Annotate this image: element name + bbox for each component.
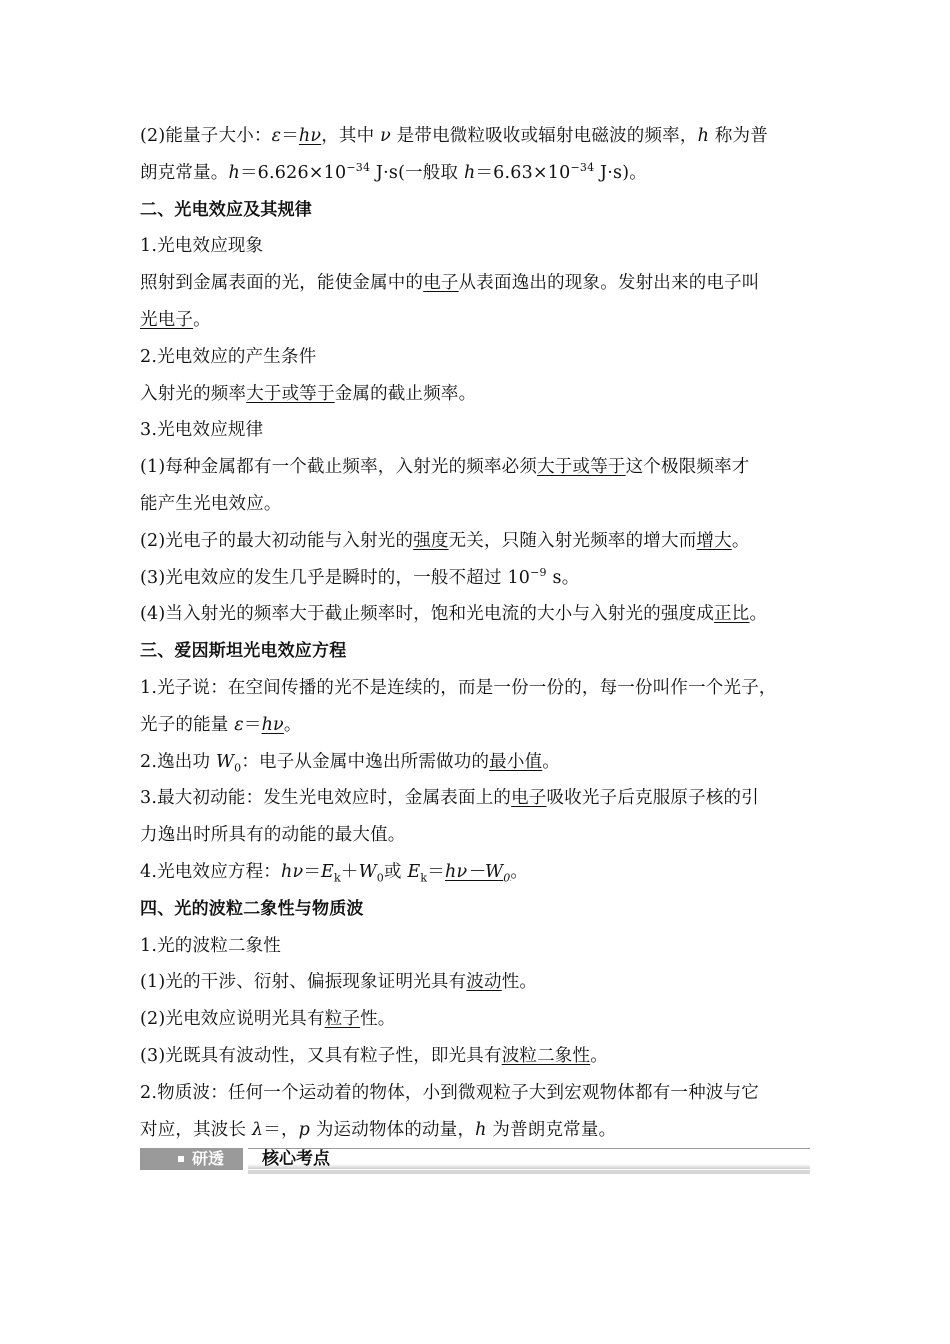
text-run: (2)光电子的最大初动能与入射光的 xyxy=(140,530,414,551)
text-run: 光子的能量 xyxy=(140,714,235,735)
text-line xyxy=(140,449,812,486)
text-run: 这个极限频率才 xyxy=(625,457,750,478)
blank-answer: 电子 xyxy=(511,788,547,809)
text-line xyxy=(140,1038,812,1075)
text-run: 照射到金属表面的光，能使金属中的 xyxy=(140,273,424,294)
text-line xyxy=(140,707,812,744)
section-banner xyxy=(140,1146,810,1174)
text-line xyxy=(140,1001,812,1038)
banner-underline xyxy=(248,1170,810,1174)
text-run: 性。 xyxy=(501,972,538,993)
section-heading: 三、爱因斯坦光电效应方程 xyxy=(140,641,347,662)
text-line xyxy=(140,596,812,633)
text-line: 力逸出时所具有的动能的最大值。 xyxy=(140,825,406,846)
blank-answer: 电子 xyxy=(423,273,459,294)
blank-answer: 最小值 xyxy=(489,751,543,772)
section-heading: 二、光电效应及其规律 xyxy=(140,199,312,220)
text-run: (3)光既具有波动性，又具有粒子性，即光具有 xyxy=(140,1045,502,1066)
text-line: 2.物质波：任何一个运动着的物体，小到微观粒子大到宏观物体都有一种波与它 xyxy=(140,1082,759,1103)
text-run: (2)能量子大小： xyxy=(140,126,272,146)
banner-title: 核心考点 xyxy=(262,1149,330,1169)
text-run: 入射光的频率 xyxy=(140,383,247,404)
text-run: ＝ xyxy=(281,126,299,146)
text-line xyxy=(140,265,812,302)
text-run: s。 xyxy=(546,567,580,588)
text-run: ＝ xyxy=(427,861,445,882)
blank-answer: 粒子 xyxy=(324,1009,361,1030)
text-run: 称为普 xyxy=(709,126,768,146)
subscript: 0 xyxy=(376,871,384,885)
text-run: 吸收光子后克服原子核的引 xyxy=(546,788,759,809)
text-run: (3)光电效应的发生几乎是瞬时的，一般不超过 10 xyxy=(140,567,531,588)
text-line xyxy=(140,854,812,891)
text-line xyxy=(140,744,812,781)
blank-answer: 正比 xyxy=(714,604,750,625)
text-run: J·s(一般取 xyxy=(370,162,464,183)
text-run: ：电子从金属中逸出所需做功的 xyxy=(241,751,490,772)
symbol-h: h xyxy=(475,1119,487,1140)
symbol-E: E xyxy=(407,861,421,882)
text-line xyxy=(140,780,812,817)
text-line xyxy=(140,560,812,597)
text-run: ＝ xyxy=(303,861,322,882)
text-run: (4)当入射光的频率大于截止频率时，饱和光电流的大小与入射光的强度成 xyxy=(140,604,715,625)
banner-tab xyxy=(140,1148,243,1170)
subscript: 0 xyxy=(503,871,511,885)
blank-answer: hν xyxy=(298,126,322,146)
symbol-p: p xyxy=(298,1119,311,1140)
text-run: ＝6.626×10 xyxy=(239,162,347,183)
symbol-h: h xyxy=(697,126,710,146)
text-run: 。 xyxy=(731,530,750,551)
text-run: 4.光电效应方程： xyxy=(140,861,281,882)
text-line xyxy=(140,155,812,192)
blank-answer: 光电子 xyxy=(140,309,194,330)
text-run: ＝6.63×10 xyxy=(475,162,571,183)
text-line: 2.光电效应的产生条件 xyxy=(140,346,317,367)
text-run: ＝ xyxy=(243,714,262,735)
text-run: (1)光的干涉、衍射、偏振现象证明光具有 xyxy=(140,972,467,993)
blank-answer: 大于或等于 xyxy=(537,457,626,478)
text-run: 或 xyxy=(383,861,408,882)
blank-answer: hν xyxy=(261,714,284,735)
text-run: 为运动物体的动量， xyxy=(310,1119,476,1140)
text-line xyxy=(140,964,812,1001)
symbol-W: W xyxy=(358,861,377,882)
text-run: 是带电微粒吸收或辐射电磁波的频率， xyxy=(390,126,698,146)
text-run: 对应，其波长 xyxy=(140,1119,252,1140)
text-line xyxy=(140,302,812,339)
exponent: −34 xyxy=(570,160,595,174)
text-run: 无关，只随入射光频率的增大而 xyxy=(448,530,697,551)
text-run: 性。 xyxy=(360,1009,396,1030)
text-line xyxy=(140,118,812,155)
text-line xyxy=(140,523,812,560)
text-run: 。 xyxy=(590,1045,608,1066)
text-run: 。 xyxy=(749,604,768,625)
blank-answer: 波粒二象性 xyxy=(501,1045,591,1066)
symbol-W: W xyxy=(215,751,235,772)
text-run: ，其中 xyxy=(321,126,381,146)
subscript: 0 xyxy=(234,761,242,775)
text-run: 。 xyxy=(542,751,560,772)
text-run: ＝， xyxy=(263,1119,299,1140)
document-body xyxy=(140,118,812,1148)
text-run: 。 xyxy=(283,714,302,735)
subscript: k xyxy=(420,871,428,885)
subscript: k xyxy=(334,871,341,885)
symbol-E: E xyxy=(321,861,334,882)
text-line: 3.光电效应规律 xyxy=(140,420,264,441)
text-line: 1.光的波粒二象性 xyxy=(140,935,281,956)
exponent: −34 xyxy=(346,160,371,174)
text-run: 2.逸出功 xyxy=(140,751,216,772)
blank-answer: 大于或等于 xyxy=(246,383,335,404)
text-run: 金属的截止频率。 xyxy=(334,383,477,404)
text-run: 朗克常量。 xyxy=(140,162,229,183)
text-line xyxy=(140,376,812,413)
text-run: 3.最大初动能：发生光电效应时，金属表面上的 xyxy=(140,788,512,809)
text-line: 能产生光电效应。 xyxy=(140,493,282,514)
symbol-epsilon: ε xyxy=(234,714,244,735)
text-line: 1.光子说：在空间传播的光不是连续的，而是一份一份的，每一份叫作一个光子， xyxy=(140,677,777,698)
exponent: −9 xyxy=(530,565,547,579)
text-run: (2)光电效应说明光具有 xyxy=(140,1009,325,1030)
text-run: ＋ xyxy=(340,861,359,882)
symbol-h: h xyxy=(463,162,476,183)
symbol-epsilon: ε xyxy=(271,126,282,146)
banner-tab-label: 研透 xyxy=(192,1149,225,1168)
section-heading: 四、光的波粒二象性与物质波 xyxy=(140,898,364,919)
blank-answer: 波动 xyxy=(466,972,502,993)
symbol-lambda: λ xyxy=(251,1119,264,1140)
text-run: 。 xyxy=(510,861,529,882)
symbol-nu: ν xyxy=(380,126,391,146)
text-line: 1.光电效应现象 xyxy=(140,236,264,257)
banner-title-box xyxy=(248,1148,810,1169)
text-run: 。 xyxy=(193,309,211,330)
blank-answer: 强度 xyxy=(413,530,449,551)
symbol-h: h xyxy=(228,162,240,183)
symbol-hnu: hν xyxy=(281,861,304,882)
text-line xyxy=(140,1112,812,1149)
blank-answer-text: hν－W xyxy=(445,861,504,882)
text-run: (1)每种金属都有一个截止频率，入射光的频率必须 xyxy=(140,457,538,478)
blank-answer xyxy=(445,861,511,885)
blank-answer: 增大 xyxy=(696,530,732,551)
text-run: J·s)。 xyxy=(594,162,647,183)
text-run: 为普朗克常量。 xyxy=(486,1119,617,1140)
text-run: 从表面逸出的现象。发射出来的电子叫 xyxy=(458,273,760,294)
square-bullet-icon xyxy=(178,1156,184,1162)
